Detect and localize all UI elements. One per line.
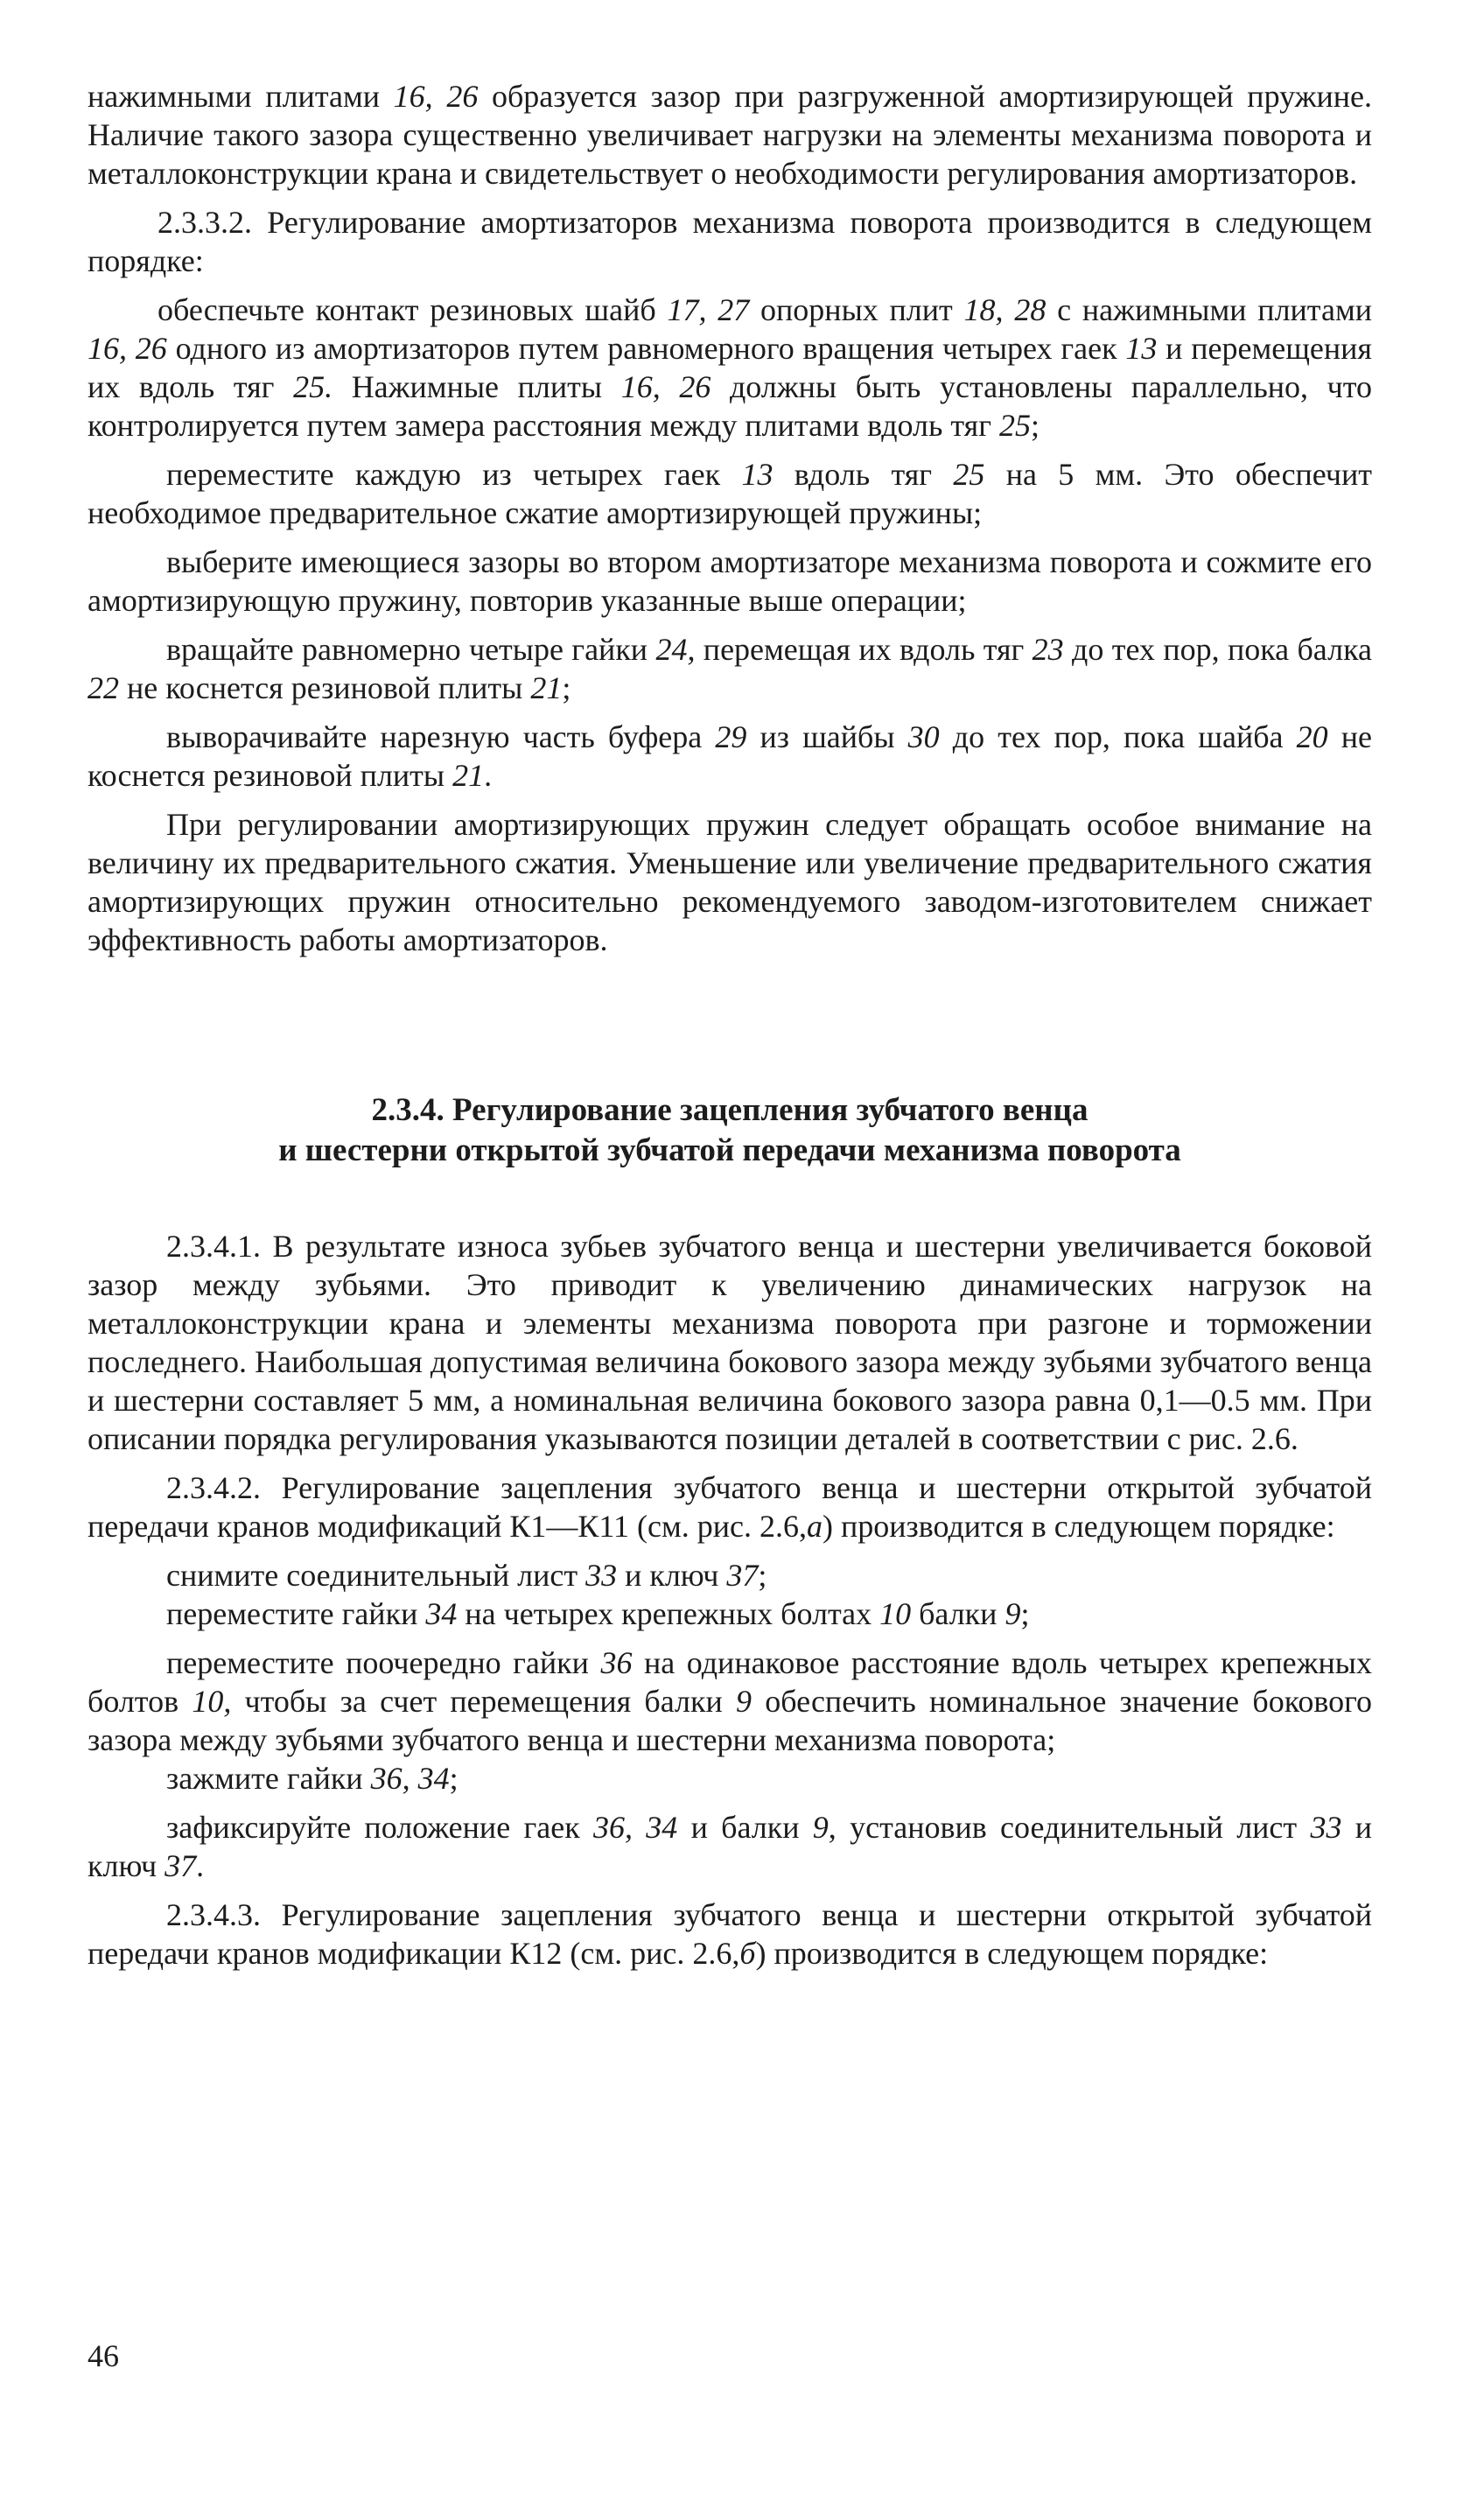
part-ref: 36, 34 — [592, 1810, 678, 1845]
text: ; — [1031, 408, 1040, 443]
text: и ключ — [88, 1810, 1373, 1883]
text: переместите гайки — [166, 1596, 426, 1631]
step-4 — [88, 630, 1372, 707]
part-ref: 10, — [192, 1684, 232, 1719]
text: ; — [562, 670, 571, 705]
part-ref: 9 — [812, 1810, 829, 1845]
step-2 — [88, 455, 1372, 532]
text: нажимными плитами — [88, 79, 394, 114]
text: образуется зазор при разгруженной амортизирующей пружине. Наличие такого зазора существенно увеличивает нагрузки на элементы механизма поворота и металлоконструкции крана и свидетельствует о необходимости регулирования амортизаторов. — [88, 79, 1373, 191]
text: до тех пор, пока шайба — [939, 719, 1297, 754]
part-ref: 36, 34 — [370, 1761, 450, 1796]
page-body — [88, 77, 1372, 1973]
figure-ref: а — [807, 1509, 823, 1544]
step-3: выберите имеющиеся зазоры во втором амортизаторе механизма поворота и сожмите его амортизирующую пружину, повторив указанные выше операции; — [88, 544, 1372, 618]
part-ref: 9 — [736, 1684, 752, 1719]
substep-1 — [88, 1556, 1372, 1594]
text: на четырех крепежных болтах — [457, 1596, 880, 1631]
text: ) производится в следующем порядке: — [755, 1936, 1269, 1971]
text: опорных плит — [749, 292, 964, 327]
part-ref: 17, 27 — [667, 292, 750, 327]
text: обеспечить номинальное значение бокового зазора между зубьями зубчатого венца и шестерни механизма поворота; — [88, 1684, 1372, 1757]
part-ref: 13 — [741, 457, 774, 492]
text: на одинаковое расстояние вдоль четырех крепежных болтов — [88, 1645, 1372, 1719]
text: снимите соединительный лист — [166, 1558, 586, 1593]
text: с нажимными плитами — [1046, 292, 1372, 327]
part-ref: 9 — [1004, 1596, 1021, 1631]
part-ref: 36 — [600, 1645, 633, 1680]
part-ref: 18, 28 — [963, 292, 1046, 327]
substep-5 — [88, 1808, 1372, 1885]
part-ref: 21 — [530, 670, 563, 705]
text: зафиксируйте положение гаек — [166, 1810, 593, 1845]
text: и балки — [677, 1810, 813, 1845]
text: . — [484, 758, 493, 793]
text: ; — [449, 1761, 458, 1796]
paragraph-intro — [88, 77, 1372, 193]
part-ref: 25 — [953, 457, 985, 492]
text: выворачивайте нарезную часть буфера — [166, 719, 716, 754]
substep-4 — [88, 1759, 1372, 1798]
part-ref: 22 — [88, 670, 119, 705]
text: ; — [758, 1558, 767, 1593]
text: вдоль тяг — [773, 457, 954, 492]
part-ref: 13 — [1125, 331, 1158, 366]
text: балки — [911, 1596, 1005, 1631]
part-ref: 16, 26 — [393, 79, 479, 114]
text: должны быть установлены параллельно, что контролируется путем замера расстояния между плитами вдоль тяг — [88, 369, 1372, 443]
part-ref: 20 — [1296, 719, 1328, 754]
text: ) производится в следующем порядке: — [822, 1509, 1335, 1544]
page-number: 46 — [88, 2338, 119, 2373]
heading-line-2: и шестерни открытой зубчатой передачи механизма поворота — [278, 1132, 1181, 1168]
text: и перемещения их вдоль тяг — [88, 331, 1372, 404]
paragraph-2-3-4-3 — [88, 1896, 1372, 1973]
step-1 — [88, 291, 1372, 445]
paragraph-2-3-4-2 — [88, 1468, 1372, 1545]
text: из шайбы — [746, 719, 908, 754]
text: ; — [1020, 1596, 1030, 1631]
part-ref: 24, — [655, 632, 696, 667]
part-ref: 10 — [879, 1596, 912, 1631]
text: чтобы за счет перемещения балки — [231, 1684, 736, 1719]
text: одного из амортизаторов путем равномерного вращения четырех гаек — [166, 331, 1126, 366]
text: до тех пор, пока балка — [1063, 632, 1372, 667]
part-ref: 29 — [715, 719, 747, 754]
part-ref: 30 — [907, 719, 940, 754]
part-ref: 37 — [726, 1558, 759, 1593]
paragraph-2-3-4-1: 2.3.4.1. В результате износа зубьев зубчатого венца и шестерни увеличивается боковой зазор между зубьями. Это приводит к увеличению динамических нагрузок на металлоконструкции крана и элементы механизма поворота при разгоне и торможении последнего. Наибольшая допустимая величина бокового зазора между зубьями зубчатого венца и шестерни составляет 5 мм, а номинальная величина бокового зазора равна 0,1—0.5 мм. При описании порядка регулирования указываются позиции деталей в соответствии с рис. 2.6. — [88, 1229, 1372, 1456]
text: не коснется резиновой плиты — [88, 719, 1372, 793]
part-ref: 25 — [999, 408, 1031, 443]
text: . — [196, 1848, 205, 1883]
note-paragraph: При регулировании амортизирующих пружин следует обращать особое внимание на величину их предварительного сжатия. Уменьшение или увеличение предварительного сжатия амортизирующих пружин относительно рекомендуемого заводом-изготовителем снижает эффективность работы амортизаторов. — [88, 807, 1372, 957]
text: переместите поочередно гайки — [166, 1645, 601, 1680]
part-ref: 34 — [425, 1596, 458, 1631]
text: на 5 мм. Это обеспечит необходимое предварительное сжатие амортизирующей пружины; — [88, 457, 1372, 530]
text: и ключ — [617, 1558, 727, 1593]
heading-line-1: 2.3.4. Регулирование зацепления зубчатого венца — [371, 1092, 1088, 1128]
part-ref: 16, 26 — [88, 331, 167, 366]
step-5 — [88, 718, 1372, 795]
text: обеспечьте контакт резиновых шайб — [158, 292, 668, 327]
text: зажмите гайки — [166, 1761, 371, 1796]
substep-2 — [88, 1594, 1372, 1633]
text: переместите каждую из четырех гаек — [166, 457, 742, 492]
text: вращайте равномерно четыре гайки — [166, 632, 656, 667]
part-ref: 33 — [1310, 1810, 1342, 1845]
section-heading-2-3-4 — [88, 1090, 1372, 1171]
part-ref: 16, 26 — [620, 369, 711, 404]
part-ref: 25. — [293, 369, 333, 404]
text: перемещая их вдоль тяг — [695, 632, 1032, 667]
text: не коснется резиновой плиты — [119, 670, 531, 705]
text: , установив соединительный лист — [828, 1810, 1311, 1845]
part-ref: 37 — [164, 1848, 197, 1883]
part-ref: 33 — [585, 1558, 618, 1593]
paragraph-2-3-3-2: 2.3.3.2. Регулирование амортизаторов механизма поворота производится в следующем порядке: — [88, 205, 1372, 278]
text: 2.3.4.3. Регулирование зацепления зубчатого венца и шестерни открытой зубчатой передачи кранов модификации К12 (см. рис. 2.6, — [88, 1897, 1372, 1971]
part-ref: 21 — [452, 758, 485, 793]
text: 2.3.4.2. Регулирование зацепления зубчатого венца и шестерни открытой зубчатой передачи кранов модификаций К1—К11 (см. рис. 2.6, — [88, 1470, 1372, 1544]
substep-3 — [88, 1643, 1372, 1759]
part-ref: 23 — [1032, 632, 1064, 667]
figure-ref: б — [739, 1936, 756, 1971]
text: Нажимные плиты — [332, 369, 621, 404]
